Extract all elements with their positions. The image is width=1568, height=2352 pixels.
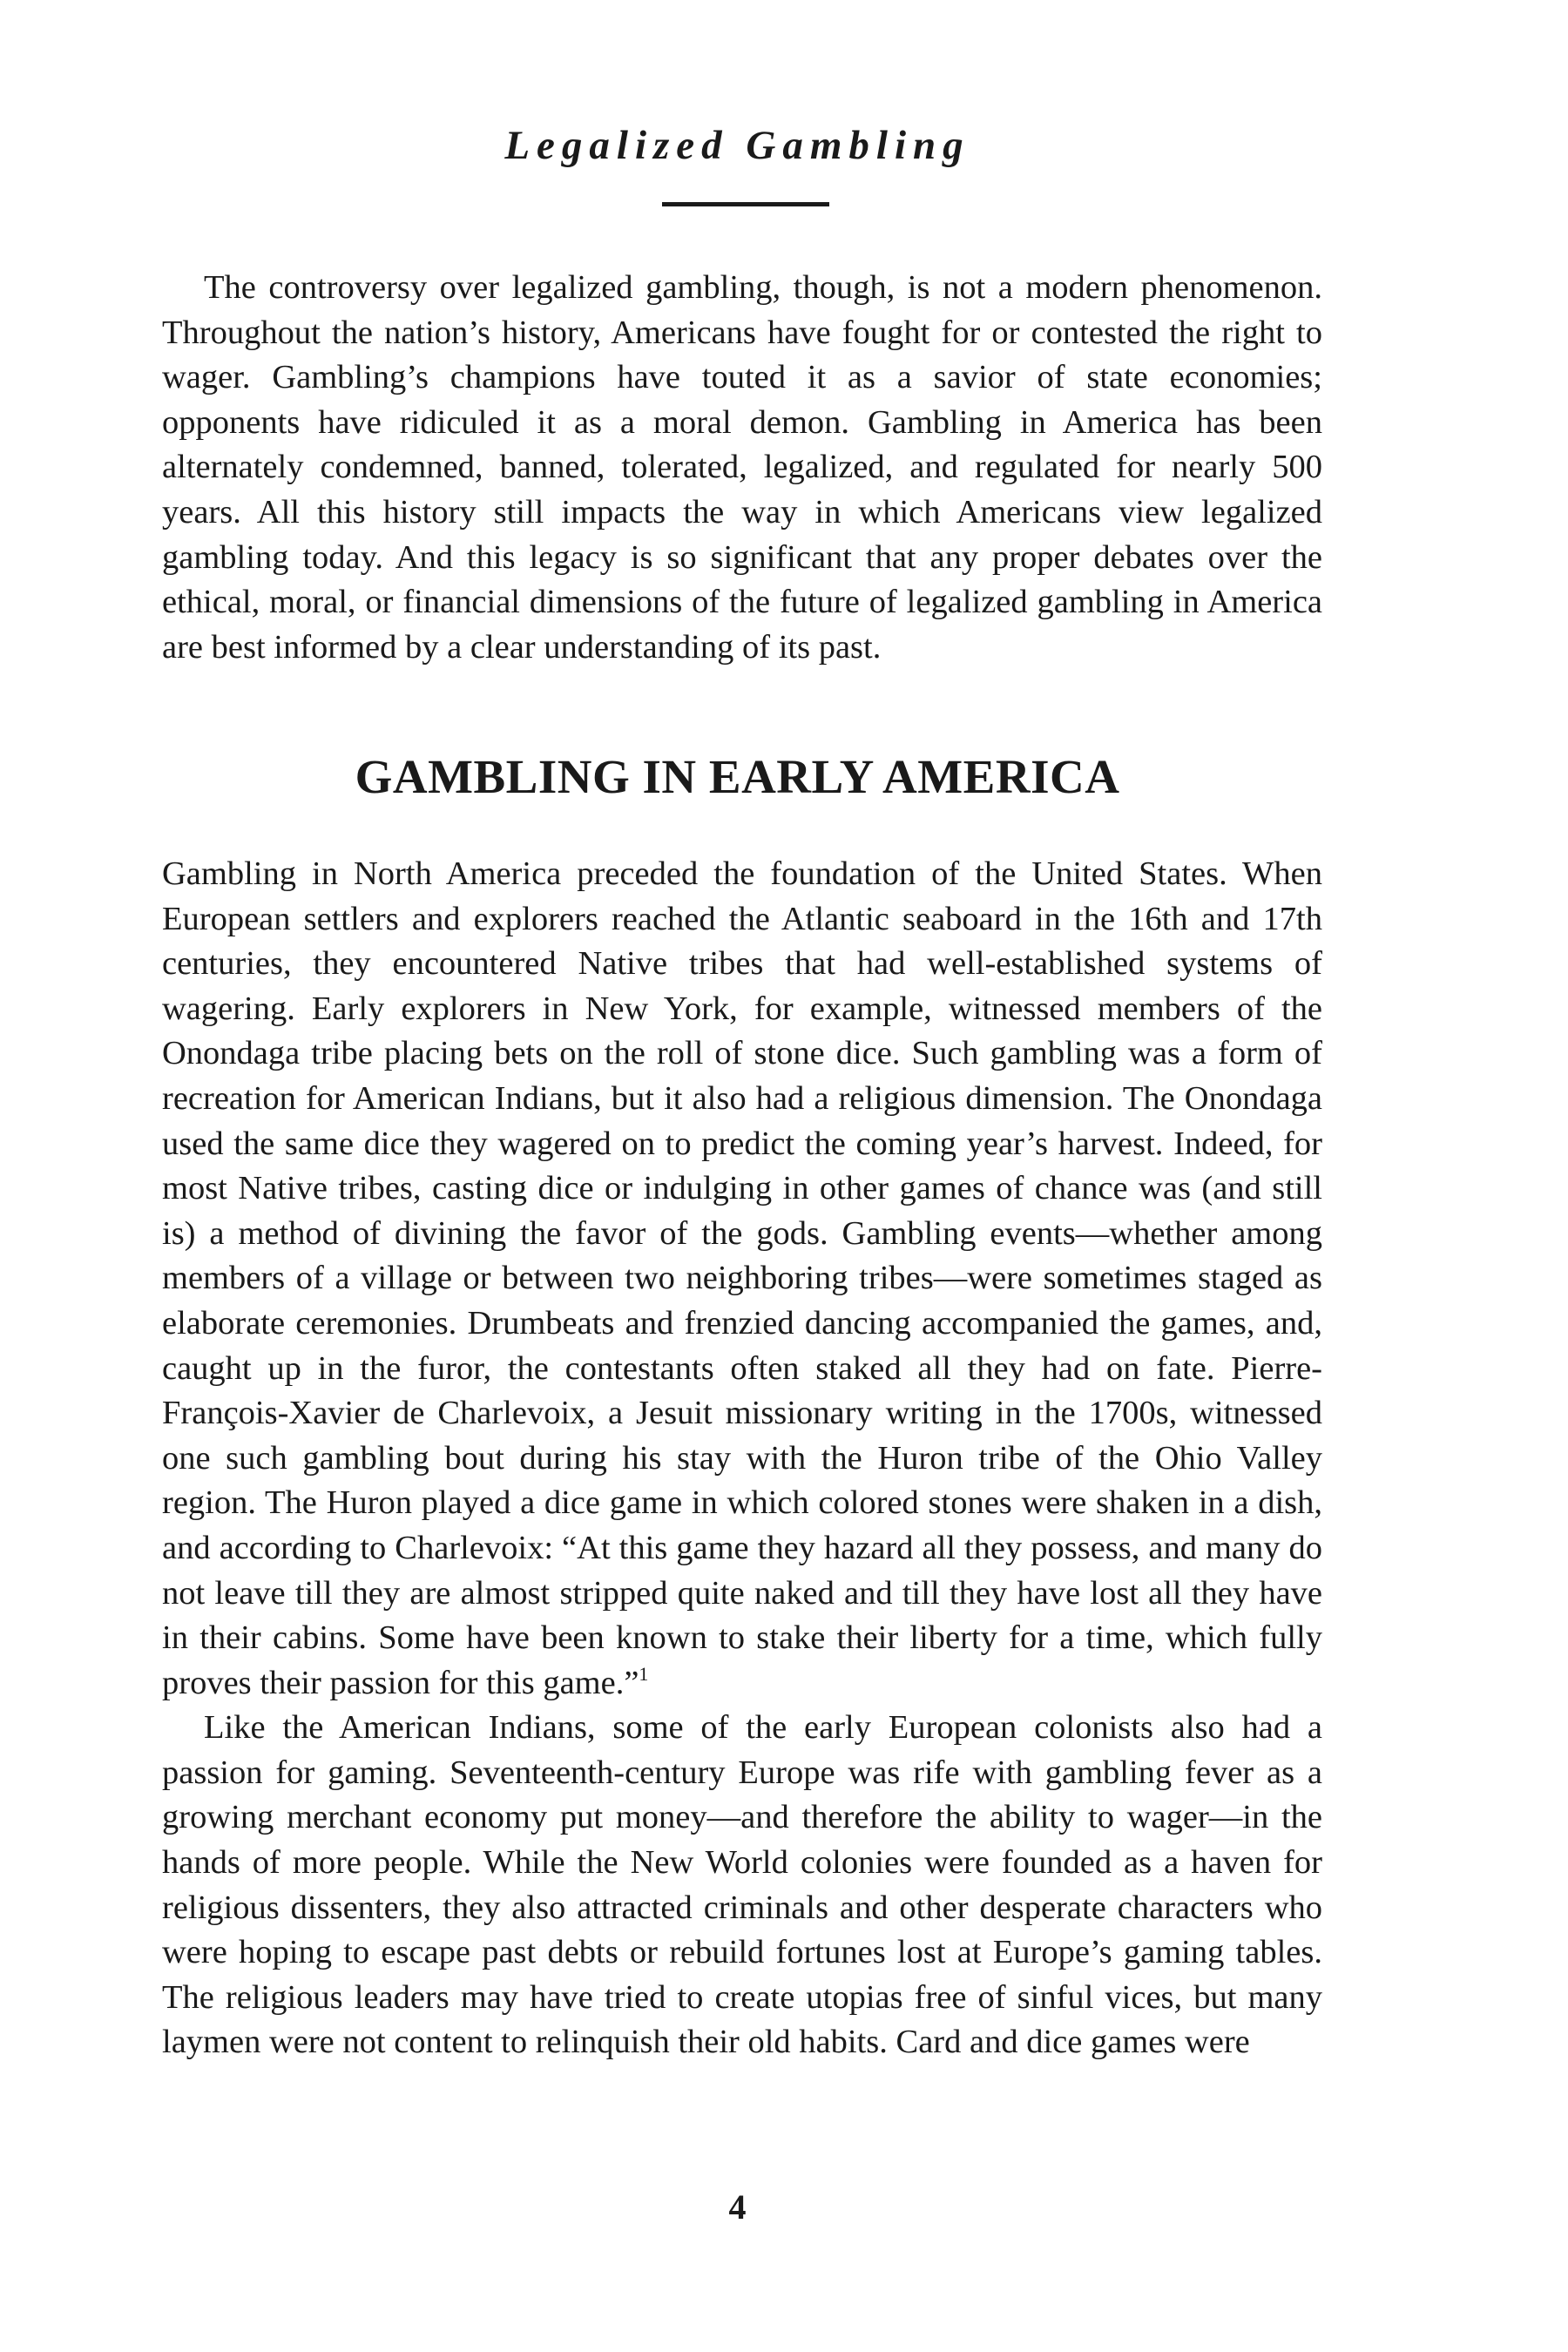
section-paragraph-1-text: Gambling in North America preceded the foundation of the United States. When European settlers and explorers reached the Atlantic seaboard in the 16th and 17th centuries, they encountered Native tribes that had well-established systems of wagering. Early explorers in New York, for example, witnessed members of the Onondaga tribe placing bets on the roll of stone dice. Such gambling was a form of recreation for American Indians, but it also had a religious dimension. The Onondaga used the same dice they wagered on to predict the coming year’s harvest. Indeed, for most Native tribes, casting dice or indulging in other games of chance was (and still is) a method of divining the favor of the gods. Gambling events—whether among members of a village or between two neighboring tribes—were sometimes staged as elaborate ceremonies. Drumbeats and frenzied dancing accompanied the games, and, caught up in the furor, the contestants often staked all they had on fate. Pierre-François-Xavier de Charlevoix, a Jesuit missionary writing in the 1700s, witnessed one such gambling bout during his stay with the Huron tribe of the Ohio Valley region. The Huron played a dice game in which colored stones were shaken in a dish, and according to Charlevoix: “At this game they hazard all they possess, and many do not leave till they are almost stripped quite naked and till they have lost all they have in their cabins. Some have been known to stake their liberty for a time, which fully proves their passion for this game.” — [162, 855, 1322, 1701]
section-body — [162, 852, 1322, 2065]
section-heading: GAMBLING IN EARLY AMERICA — [355, 750, 1120, 803]
running-head-rule — [662, 202, 829, 206]
section-paragraph-1 — [162, 852, 1322, 1706]
intro-paragraph: The controversy over legalized gambling, though, is not a modern phenomenon. Throughout the nation’s history, Americans have fought for or contested the right to wager. Gambling’s champions have touted it as a savior of state economies; opponents have ridiculed it as a moral demon. Gambling in America has been alternately condemned, banned, tolerated, legalized, and regulated for nearly 500 years. All this history still impacts the way in which Americans view legalized gambling today. And this legacy is so significant that any proper debates over the ethical, moral, or financial dimensions of the future of legalized gambling in America are best informed by a clear understanding of its past. — [162, 269, 1322, 666]
section-paragraph-2: Like the American Indians, some of the early European colonists also had a passion for gaming. Seventeenth-century Europe was rife with gambling fever as a growing merchant economy put money—and therefore the ability to wager—in the hands of more people. While the New World colonies were founded as a haven for religious dissenters, they also attracted criminals and other desperate characters who were hoping to escape past debts or rebuild fortunes lost at Europe’s gaming tables. The religious leaders may have tried to create utopias free of sinful vices, but many laymen were not content to relinquish their old habits. Card and dice games were — [162, 1709, 1322, 2061]
footnote-reference: 1 — [639, 1662, 649, 1685]
running-head: Legalized Gambling — [504, 123, 970, 168]
intro-block — [162, 266, 1322, 670]
page-number: 4 — [728, 2187, 747, 2227]
